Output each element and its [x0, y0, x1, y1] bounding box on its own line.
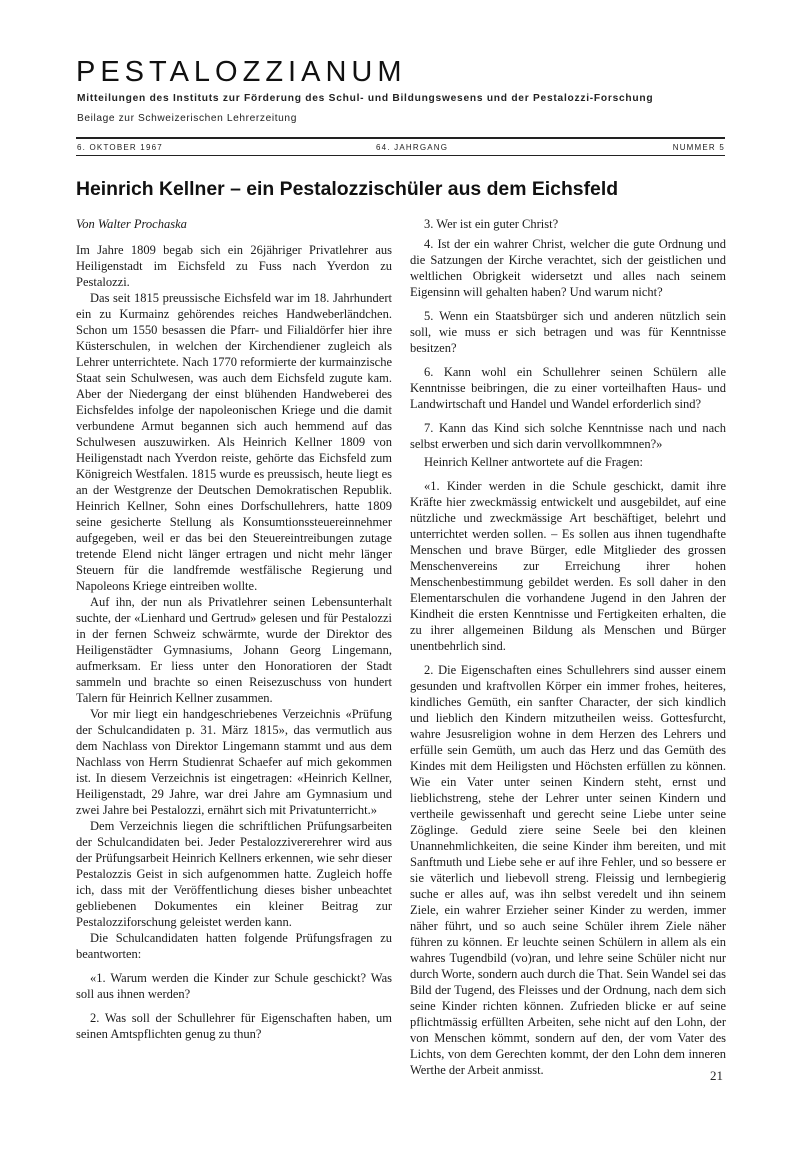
- paragraph: Heinrich Kellner antwortete auf die Fragen:: [424, 455, 644, 469]
- article-column-left: [76, 216, 392, 1050]
- issue-number: NUMMER 5: [672, 143, 725, 152]
- exam-question: 7. Kann das Kind sich solche Kenntnisse nach und nach selbst erwerben und sich darin vervollkommnen?»: [410, 421, 726, 451]
- issue-volume: 64. JAHRGANG: [376, 143, 449, 152]
- paragraph: Die Schulcandidaten hatten folgende Prüfungsfragen zu beantworten:: [76, 931, 392, 961]
- page-number: 21: [710, 1068, 723, 1083]
- masthead-subtitle: Mitteilungen des Instituts zur Förderung des Schul- und Bildungswesens und der Pestalozzi-Forschung: [77, 93, 654, 104]
- header-rule-top: [76, 137, 725, 139]
- exam-question: 6. Kann wohl ein Schullehrer seinen Schülern alle Kenntnisse beibringen, die zu einer vorteilhaften Haus- und Landwirtschaft und Handel und Wandel erforderlich sind?: [410, 365, 726, 411]
- masthead-supplement: Beilage zur Schweizerischen Lehrerzeitung: [77, 113, 297, 124]
- paragraph: Das seit 1815 preussische Eichsfeld war im 18. Jahrhundert ein zu Kurmainz gehörendes reiches Handweberländchen. Schon um 1550 besassen die Pfarr- und Filialdörfer hier ihre Küsterschulen, in welchen der Kirchendiener zugleich als Lehrer unterrichtete. Nach 1770 reformierte der kurmainzische Staat sein Schulwesen, was auch dem Eichsfeld zugute kam. Aber der Niedergang der einst blühenden Handweberei des Eichsfeldes infolge der napoleonischen Kriege und die damit verbundene Armut begannen sich auch hemmend auf das Schulwesen auszuwirken. Als Heinrich Kellner 1809 von Heiligenstadt nach Yverdon reiste, gehörte das Eichsfeld zum Königreich Westfalen. 1815 wurde es preussisch, heute liegt es an der Westgrenze der Deutschen Demokratischen Republik. Heinrich Kellner, Sohn eines Dorfschullehrers, hatte 1809 seine gesicherte Stellung als Konsumtionssteuereinnehmer aufgegeben, weil er das bei den Steuereintreibungen zutage tretende Elend nicht länger ertragen und nicht mehr länger Steuern für die landfremde westfälische Regierung und Napoleons Kriege eintreiben wollte.: [76, 291, 392, 593]
- answer-paragraph: «1. Kinder werden in die Schule geschickt, damit ihre Kräfte hier zweckmässig entwickelt und ausgebildet, auf eine nützliche und zweckmässige Art beschäftiget, belehrt und unterrichtet werden sollen. – Es sollen aus ihnen tugendhafte Menschen und brave Bürger, edle Mitglieder des grossen Menschenvereins zur Erreichung ihrer hohen Menschenbestimmung gebildet werden. Es soll daher in den Elementarschulen die vorhandene Jugend in den Jahren der Kindheit die ersten Kenntnisse und Fertigkeiten erhalten, die zu ihrer allgemeinen Bildung als Menschen und Bürger unentbehrlich sind.: [410, 479, 726, 653]
- article-byline: Von Walter Prochaska: [76, 217, 187, 231]
- paragraph: Vor mir liegt ein handgeschriebenes Verzeichnis «Prüfung der Schulcandidaten p. 31. März 1815», das vermutlich aus dem Nachlass von Direktor Lingemann stammt und aus dem Nachlass von Herrn Studienrat Schaefer auf mich gekommen ist. In diesem Verzeichnis ist eingetragen: «Heinrich Kellner, Heiligenstadt, 29 Jahre, war drei Jahre am Gymnasium und zwei Jahre bei Pestalozzi, ernährt sich mit Privatunterricht.»: [76, 707, 392, 817]
- exam-question: 2. Was soll der Schullehrer für Eigenschaften haben, um seinen Amtspflichten genug zu thun?: [76, 1011, 392, 1041]
- paragraph: Im Jahre 1809 begab sich ein 26jähriger Privatlehrer aus Heiligenstadt im Eichsfeld zu Fuss nach Yverdon zu Pestalozzi.: [76, 243, 392, 289]
- exam-question: «1. Warum werden die Kinder zur Schule geschickt? Was soll aus ihnen werden?: [76, 971, 392, 1001]
- answer-paragraph: 2. Die Eigenschaften eines Schullehrers sind ausser einem gesunden und kraftvollen Körper ein immer frohes, heiteres, kindliches Gemüth, ein sanfter Character, der sich kindlich und lieblich den Kindern mitzutheilen weiss. Gottesfurcht, wahre Jesusreligion wohne in dem Herzen des Lehrers und erfülle sein Gemüth, um auch das Herz und das Gemüth des Kindes mit dem Heiligsten und Höchsten erfüllen zu können. Wie ein Vater unter seinen Kindern steht, ernst und lieblichstreng, stehe der Lehrer unter seinen Kindern und vertheile gewissenhaft und gerecht seine Liebe unter seine Zöglinge. Geduld ziere seine Seele bei den kleinen Unannehmlichkeiten, die seine Kinder ihm bereiten, und mit Sanftmuth und Liebe sehe er auf ihre Fehler, und so bessere er sie väterlich und liebevoll streng. Fleissig und lernbegierig suche er alles auf, was ihn selbst veredelt und ihn seinem Ziele, ein wahrer Erzieher seiner Kinder zu werden, immer näher führt, und so auch seine Schüler ihrem Ziele näher führen zu können. Er leuchte seinen Schülern in allem als ein wahres Tugendbild (vo)ran, und lehre seine Schüler nicht nur durch Worte, sondern auch durch die That. Sein Wandel sei das Bild der Tugend, des Fleisses und der Ordnung, nach dem sich seine Kinder richten können. Zufrieden blicke er auf seine pflichtmässig erfüllten Arbeiten, sehe nicht auf den Lohn, der von Menschen kömmt, sondern auf den, der vom Vater des Lichts, von dem Gerechten kommt, der den Lohn dem inneren Werthe der Arbeit anmisst.: [410, 663, 726, 1077]
- paragraph: Dem Verzeichnis liegen die schriftlichen Prüfungsarbeiten der Schulcandidaten bei. Jeder Pestalozzivererehrer wird aus der Prüfungsarbeit Heinrich Kellners erkennen, wie sehr dieser Pestalozzis Geist in sich aufgenommen hatte. Zugleich hoffe ich, dass mit der Veröffentlichung dieses bisher unbeachtet gebliebenen Dokumentes ein kleiner Beitrag zur Pestalozziforschung geleistet werden kann.: [76, 819, 392, 929]
- exam-question: 3. Wer ist ein guter Christ?: [424, 217, 559, 231]
- header-rule-bottom: [76, 155, 725, 156]
- exam-question: 4. Ist der ein wahrer Christ, welcher die gute Ordnung und die Satzungen der Kirche verachtet, sich der geistlichen und weltlichen Obrigkeit widersetzt und alles nach seinem Eigensinn will gehalten haben? Und warum nicht?: [410, 237, 726, 299]
- article-column-right: [410, 216, 726, 1086]
- article-title: Heinrich Kellner – ein Pestalozzischüler aus dem Eichsfeld: [76, 178, 619, 200]
- masthead-title: PESTALOZZIANUM: [76, 56, 407, 88]
- exam-question: 5. Wenn ein Staatsbürger sich und anderen nützlich sein soll, wie muss er sich betragen und was für Kenntnisse besitzen?: [410, 309, 726, 355]
- issue-date: 6. OKTOBER 1967: [77, 143, 163, 152]
- paragraph: Auf ihn, der nun als Privatlehrer seinen Lebensunterhalt suchte, der «Lienhard und Gertrud» gelesen und für Pestalozzi in der fernen Schweiz schwärmte, wurde der Direktor des Heiligenstädter Gymnasiums, Johann Georg Lingemann, aufmerksam. Er liess unter den Honoratioren der Stadt sammeln und brachte so einen Reisezuschuss von hundert Talern für Heinrich Kellner zusammen.: [76, 595, 392, 705]
